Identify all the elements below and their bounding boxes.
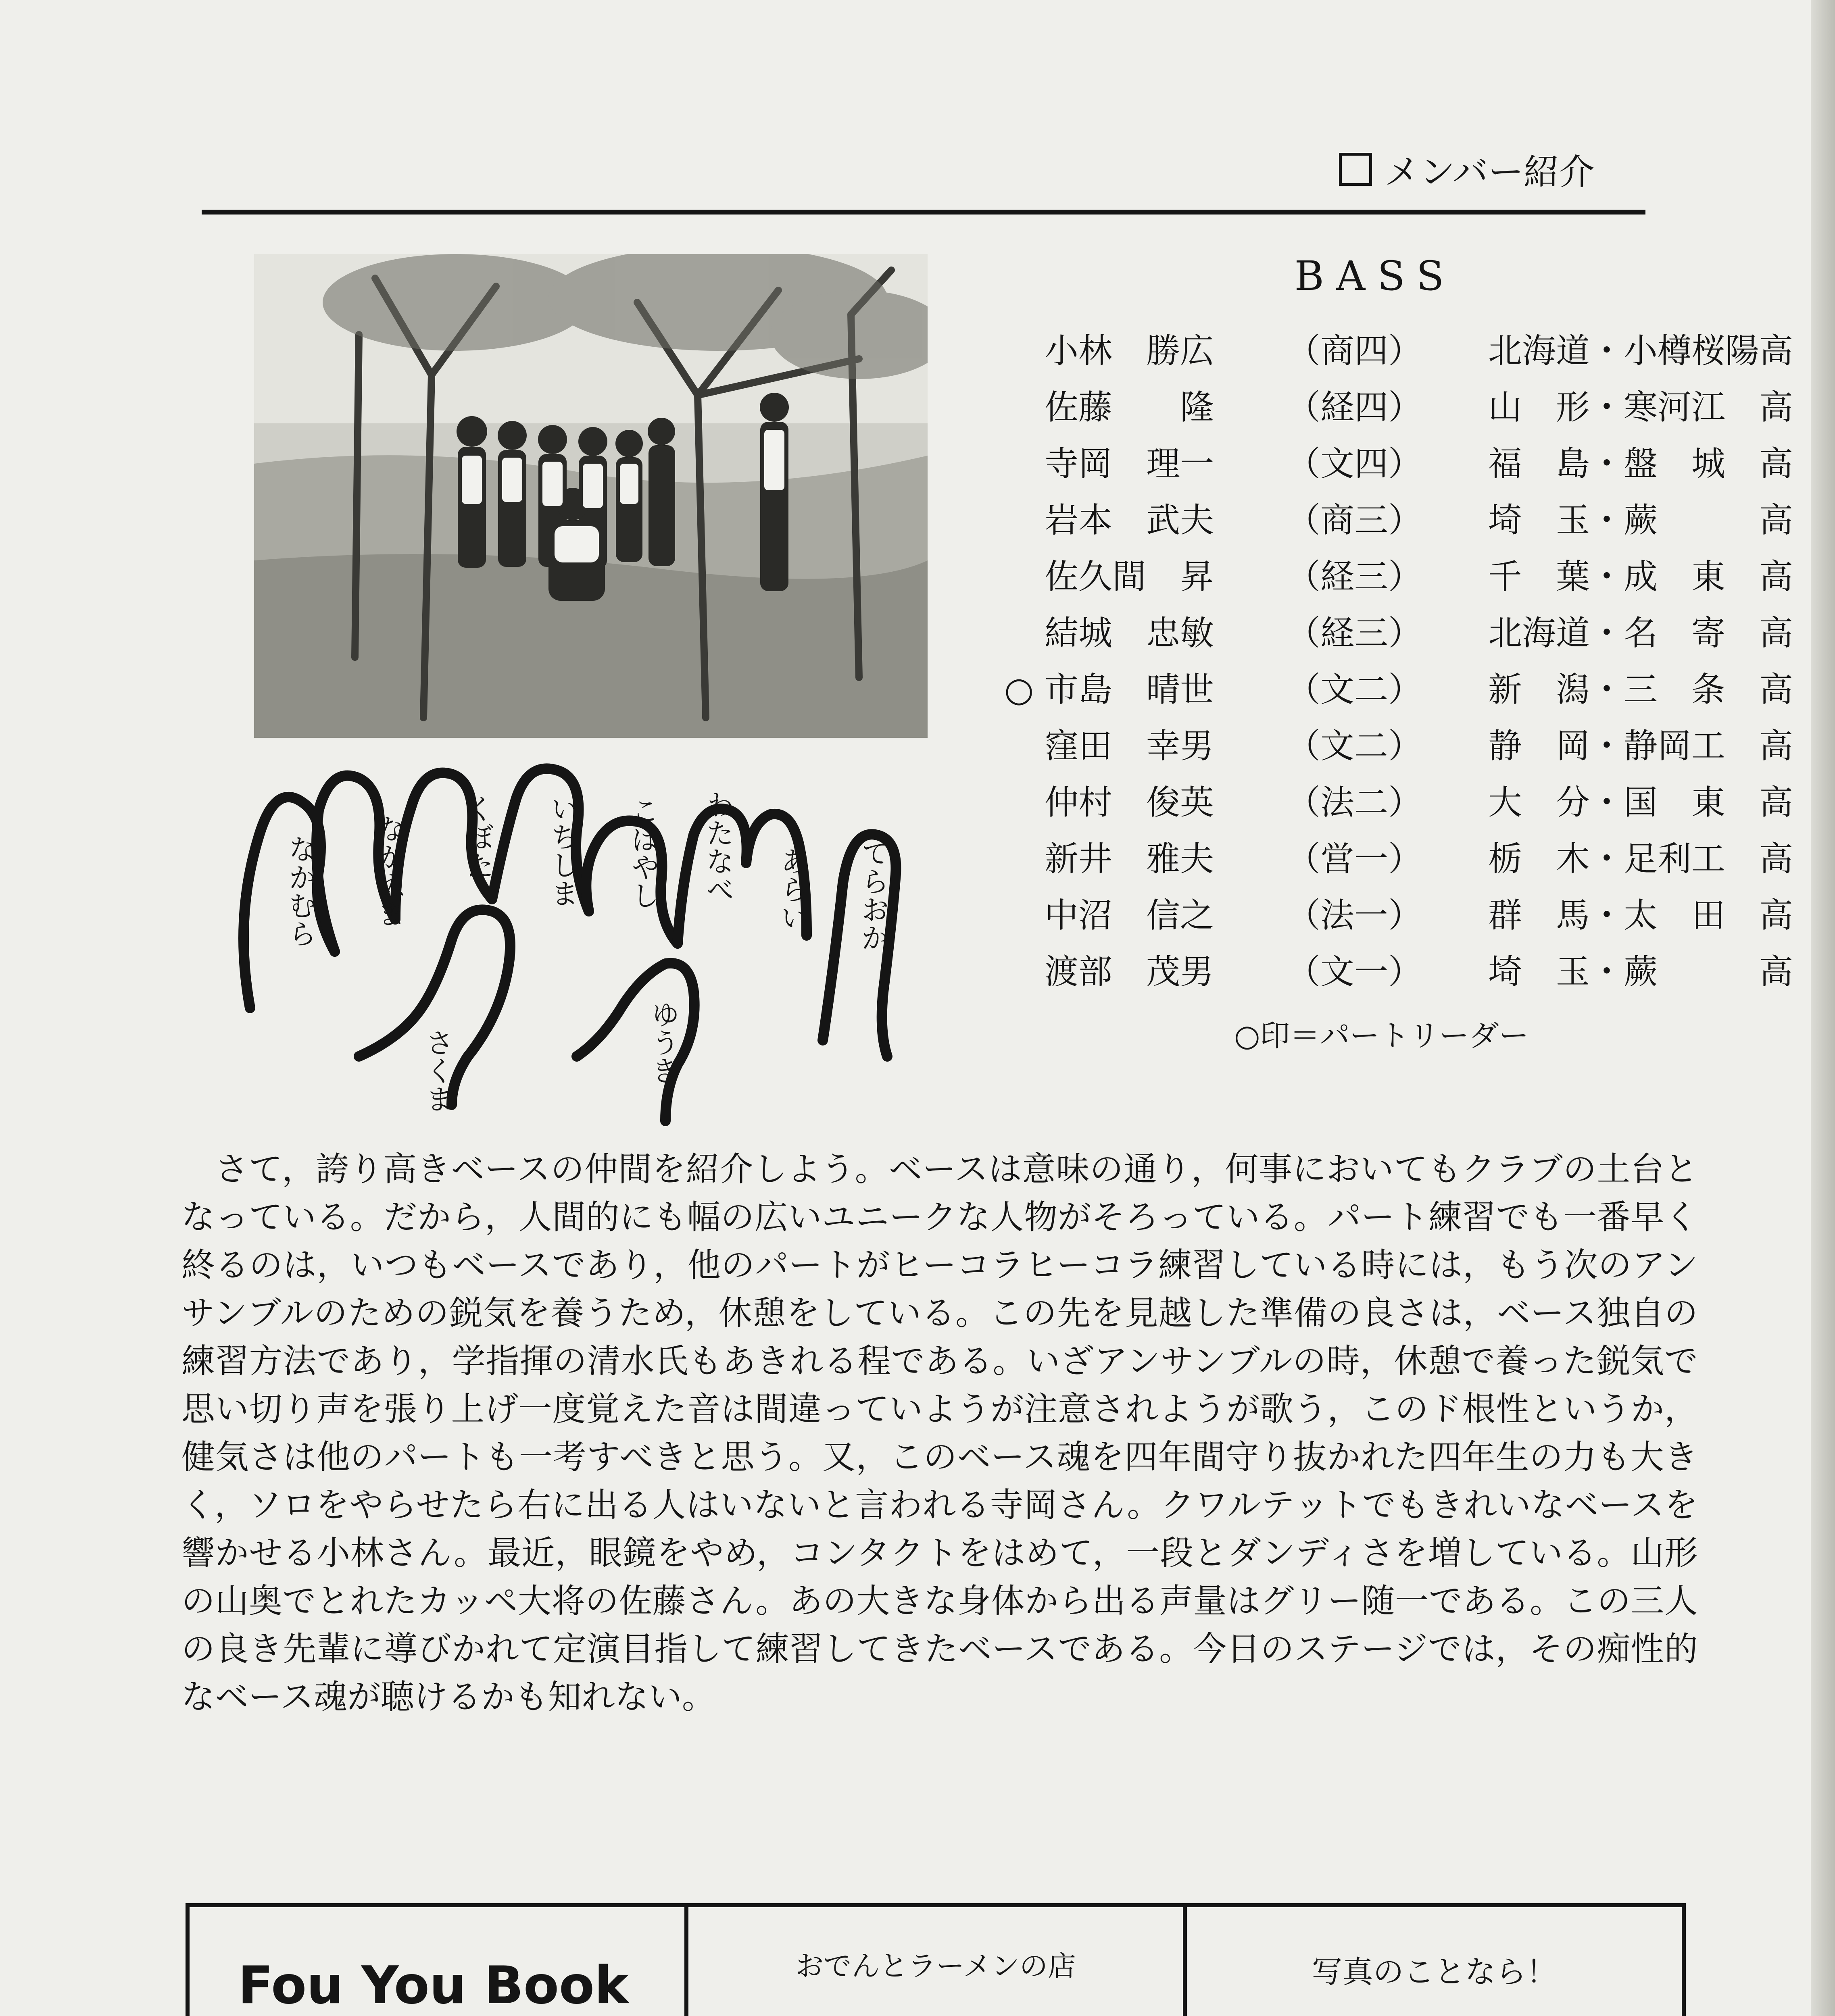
member-row [1004, 887, 1793, 943]
member-row [1004, 492, 1793, 548]
member-home: 大 分・国 東 高 [1488, 783, 1793, 822]
member-home: 群 馬・太 田 高 [1488, 896, 1793, 935]
nickname-kubota: くぼた [461, 794, 494, 879]
restaurant-tagline: おでんとラーメンの店 [795, 1949, 1076, 1983]
group-photo [254, 254, 928, 738]
member-home: 北海道・小樽桜陽高 [1488, 331, 1793, 371]
advertisement-box [186, 1903, 1686, 2016]
member-name: 佐藤 隆 [1045, 387, 1214, 427]
ad-restaurant [684, 1907, 1183, 2016]
member-dept: （法二） [1287, 783, 1422, 822]
member-dept: （経三） [1287, 613, 1422, 653]
binding-edge [1811, 0, 1835, 2016]
member-row [1004, 831, 1793, 887]
member-home: 栃 木・足利工 高 [1488, 839, 1793, 879]
studio-tagline: 写真のことなら！ [1312, 1954, 1557, 1990]
member-name: 仲村 俊英 [1045, 783, 1214, 822]
member-row [1004, 605, 1793, 661]
member-name: 佐久間 昇 [1045, 557, 1214, 596]
ad-bookstore [190, 1907, 684, 2016]
member-row [1004, 718, 1793, 774]
member-home: 福 島・盤 城 高 [1488, 444, 1793, 483]
section-label [1339, 141, 1595, 198]
square-box-icon [1339, 153, 1372, 186]
nickname-illustration [226, 750, 952, 1149]
member-row [1004, 435, 1793, 492]
bookstore-brand: Fou You Book [238, 1956, 629, 2016]
header-rule [202, 210, 1645, 215]
member-home: 静 岡・静岡工 高 [1488, 726, 1793, 766]
leader-mark: ○ [1004, 670, 1034, 709]
member-home: 新 潟・三 条 高 [1488, 670, 1793, 709]
member-home: 埼 玉・蕨 高 [1488, 952, 1793, 991]
body-paragraph: さて，誇り高きベースの仲間を紹介しよう。ベースは意味の通り，何事においてもクラブの土台となっている。だから，人間的にも幅の広いユニークな人物がそろっている。パート練習でも一番早く終るのは，いつもベースであり，他のパートがヒーコラヒーコラ練習している時には，もう次のアンサンブルのための鋭気を養うため，休憩をしている。この先を見越した準備の良さは，ベース独自の練習方法であり，学指揮の清水氏もあきれる程である。いざアンサンブルの時，休憩で養った鋭気で思い切り声を張り上げ一度覚えた音は間違っていようが注意されようが歌う，このド根性というか，健気さは他のパートも一考すべきと思う。又，このベース魂を四年間守り抜かれた四年生の力も大きく，ソロをやらせたら右に出る人はいないと言われる寺岡さん。クワルテットでもきれいなベースを響かせる小林さん。最近，眼鏡をやめ，コンタクトをはめて，一段とダンディさを増している。山形の山奥でとれたカッペ大将の佐藤さん。あの大きな身体から出る声量はグリー随一である。この三人の良き先輩に導びかれて定演目指して練習してきたベースである。今日のステージでは，その痴性的なベース魂が聴けるかも知れない。 [181, 1150, 1698, 1716]
member-dept: （文一） [1287, 952, 1422, 991]
member-row [1004, 323, 1793, 379]
member-dept: （文二） [1287, 726, 1422, 766]
nickname-sakuma: さくま [421, 1028, 454, 1113]
member-row [1004, 774, 1793, 831]
ad-photo-studio [1183, 1907, 1682, 2016]
member-dept: （営一） [1287, 839, 1422, 879]
member-dept: （商三） [1287, 500, 1422, 540]
nickname-kobayashi: こばやし [627, 796, 660, 909]
member-home: 埼 玉・蕨 高 [1488, 500, 1793, 540]
member-name: 市島 晴世 [1045, 670, 1214, 709]
member-name: 結城 忠敏 [1045, 613, 1214, 653]
member-dept: （法一） [1287, 896, 1422, 935]
member-home: 北海道・名 寄 高 [1488, 613, 1793, 653]
nickname-teraoka: てらおか [857, 839, 890, 952]
nickname-arai: あらい [776, 847, 809, 931]
nickname-ichishima: いちしま [546, 794, 579, 907]
leader-legend-note: ○印＝パートリーダー [1234, 1018, 1529, 1053]
member-name: 小林 勝広 [1045, 331, 1214, 371]
nickname-yuuki: ゆうき [647, 1000, 680, 1085]
part-title: BASS [1294, 252, 1456, 300]
member-dept: （経四） [1287, 387, 1422, 427]
member-name: 新井 雅夫 [1045, 839, 1214, 879]
member-home: 山 形・寒河江 高 [1488, 387, 1793, 427]
section-label-text: メンバー紹介 [1384, 151, 1595, 193]
member-name: 中沼 信之 [1045, 896, 1214, 935]
nickname-nakamura: なかむら [284, 835, 317, 948]
member-dept: （文四） [1287, 444, 1422, 483]
member-row [1004, 661, 1793, 718]
member-row [1004, 379, 1793, 435]
member-name: 寺岡 理一 [1045, 444, 1214, 483]
member-dept: （商四） [1287, 331, 1422, 371]
member-home: 千 葉・成 東 高 [1488, 557, 1793, 596]
member-dept: （文二） [1287, 670, 1422, 709]
member-name: 窪田 幸男 [1045, 726, 1214, 766]
member-row [1004, 943, 1793, 1000]
nickname-watanabe: わたなべ [701, 790, 734, 903]
member-name: 岩本 武夫 [1045, 500, 1214, 540]
member-dept: （経三） [1287, 557, 1422, 596]
nickname-nakanuma: なかぬま [373, 814, 406, 927]
member-list [1004, 323, 1793, 1000]
member-row [1004, 548, 1793, 605]
member-name: 渡部 茂男 [1045, 952, 1214, 991]
